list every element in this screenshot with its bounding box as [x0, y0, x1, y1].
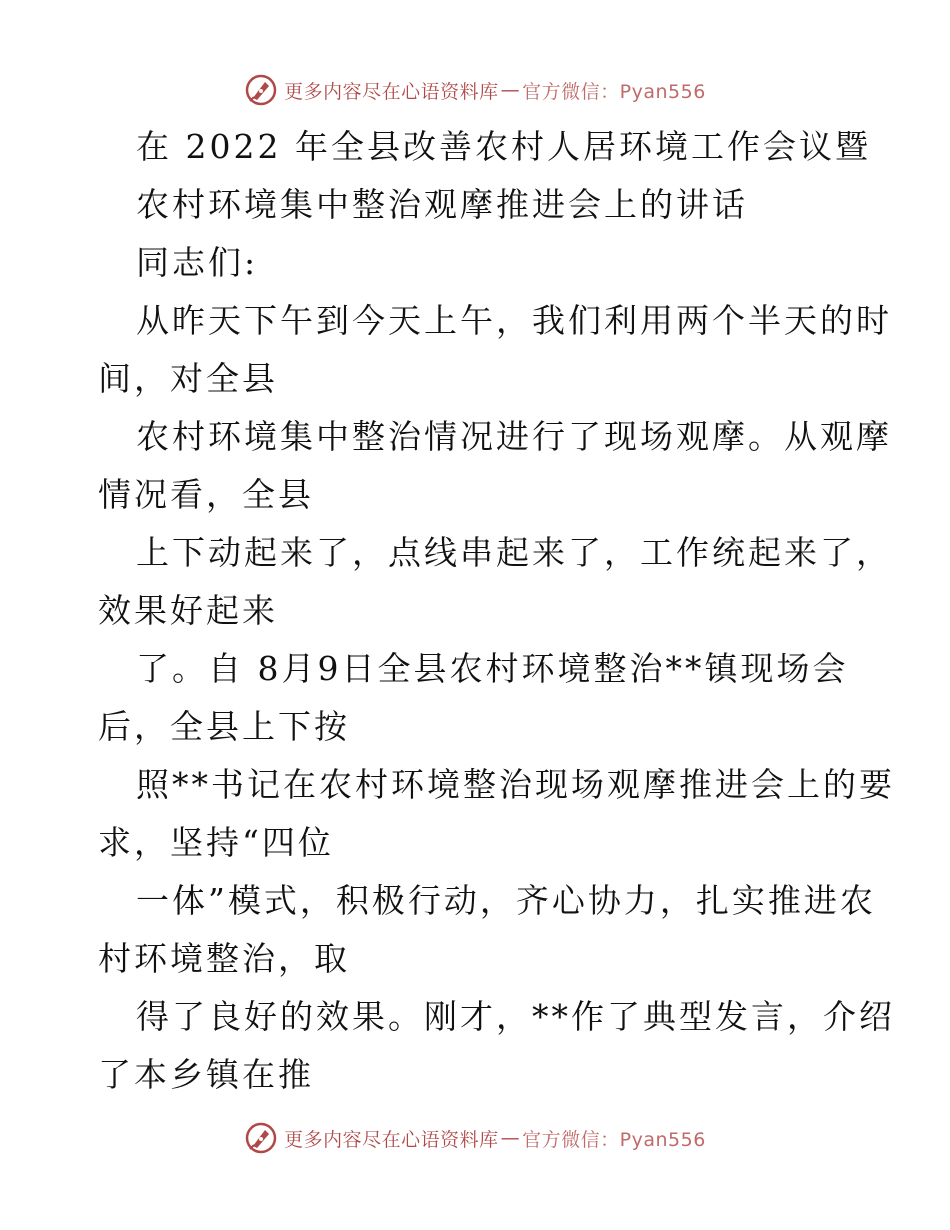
watermark-main-text: 更多内容尽在心语资料库: [284, 80, 499, 103]
paragraph-line: 照**书记在农村环境整治现场观摩推进会上的要: [136, 765, 895, 804]
watermark-separator: —: [500, 79, 521, 101]
paragraph-line: 得了良好的效果。刚才，**作了典型发言，介绍: [136, 997, 895, 1036]
paragraph-line: 村环境整治，取: [98, 939, 350, 978]
paragraph-line: 间，对全县: [98, 359, 278, 398]
pen-nib-circle-icon: [244, 1121, 278, 1155]
watermark-separator: —: [500, 1127, 521, 1149]
paragraph-line: 情况看，全县: [98, 475, 314, 514]
paragraph-line: 效果好起来: [98, 591, 278, 630]
header-watermark: [0, 70, 950, 110]
paragraph-line: 后，全县上下按: [98, 707, 350, 746]
salutation: 同志们:: [136, 243, 259, 282]
footer-watermark: [0, 1118, 950, 1158]
pen-nib-circle-icon: [244, 73, 278, 107]
paragraph-line: 从昨天下午到今天上午，我们利用两个半天的时: [136, 301, 892, 340]
paragraph-line: 上下动起来了，点线串起来了，工作统起来了，: [136, 533, 892, 572]
watermark-wechat-text: 官方微信：Pyan556: [522, 80, 706, 103]
paragraph-line: 农村环境集中整治情况进行了现场观摩。从观摩: [136, 417, 892, 456]
document-title-line-1: 在 2022 年全县改善农村人居环境工作会议暨: [136, 127, 871, 166]
paragraph-line: 了本乡镇在推: [98, 1055, 314, 1094]
paragraph-line: 求，坚持“四位: [98, 823, 334, 862]
document-title-line-2: 农村环境集中整治观摩推进会上的讲话: [136, 185, 748, 224]
paragraph-line: 了。自 8月9日全县农村环境整治**镇现场会: [136, 649, 849, 688]
watermark-main-text: 更多内容尽在心语资料库: [284, 1128, 499, 1151]
paragraph-line: 一体”模式，积极行动，齐心协力，扎实推进农: [136, 881, 876, 920]
watermark-wechat-text: 官方微信：Pyan556: [522, 1128, 706, 1151]
